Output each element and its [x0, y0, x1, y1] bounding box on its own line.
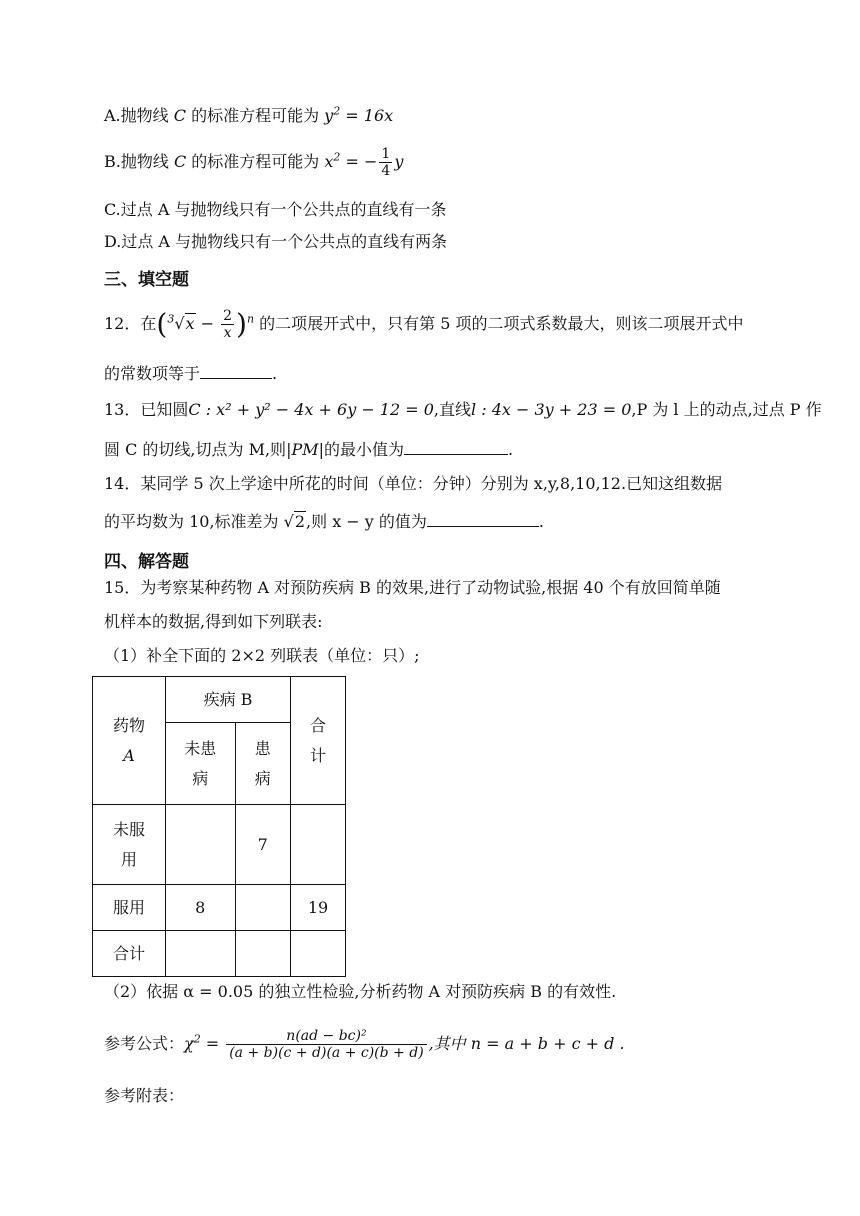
row-taken-label: 服用	[93, 885, 166, 931]
header-not-sick: 未患 病	[166, 723, 236, 805]
option-d: D.过点 A 与抛物线只有一个公共点的直线有两条	[104, 232, 448, 251]
header-disease: 疾病 B	[166, 677, 291, 723]
answer-blank-14[interactable]	[427, 508, 539, 527]
option-a-prefix: A.抛物线	[104, 106, 174, 125]
cell-taken-sick[interactable]	[235, 885, 290, 931]
cell-not-taken-total[interactable]	[291, 805, 346, 885]
var-c: C	[173, 106, 186, 125]
paren-right: )	[236, 307, 247, 341]
cube-root-x: $^3$√x	[167, 312, 195, 333]
row-not-taken-label: 未服 用	[93, 805, 166, 885]
q13-rest-2a: 圆 C 的切线,切点为 M,则	[104, 440, 287, 459]
q13-end: .	[508, 440, 514, 459]
var-y: y	[394, 152, 404, 171]
q12-exponent: n	[246, 312, 255, 326]
answer-blank-12[interactable]	[200, 360, 272, 379]
question-15-part-1: （1）补全下面的 2×2 列联表（单位：只）;	[104, 646, 420, 665]
q12-text-1: 的二项展开式中，只有第 5 项的二项式系数最大，则该二项展开式中	[259, 314, 744, 333]
row-total-label: 合计	[93, 931, 166, 977]
question-12-line-2	[104, 360, 277, 386]
cell-taken-not-sick: 8	[166, 885, 236, 931]
question-15-line-1: 15．为考察某种药物 A 对预防疾病 B 的效果,进行了动物试验,根据 40 个有放回简单随	[104, 578, 721, 597]
answer-blank-13[interactable]	[404, 436, 508, 455]
fraction-one-quarter: $\frac{1}{4}$	[381, 146, 391, 179]
option-b	[104, 146, 403, 179]
option-b-mid: 的标准方程可能为	[186, 152, 325, 171]
q12-fraction: $\frac{2}{x}$	[223, 308, 233, 341]
contingency-table	[92, 676, 346, 977]
cell-taken-total: 19	[291, 885, 346, 931]
option-b-prefix: B.抛物线	[104, 152, 174, 171]
q14-line-2a: 的平均数为 10,标准差为	[104, 512, 279, 531]
paren-left: (	[156, 307, 168, 341]
option-a-equation: $y^2 = 16x$	[324, 104, 394, 125]
header-drug: 药物 A	[93, 677, 166, 805]
question-14-line-2: 的平均数为 10,标准差为 √2,则 x − y 的值为 .	[104, 508, 544, 534]
cell-not-taken-not-sick[interactable]	[166, 805, 236, 885]
option-c: C.过点 A 与抛物线只有一个公共点的直线有一条	[104, 200, 447, 219]
q13-rest-2b: 的最小值为	[324, 440, 405, 459]
question-12-line-1: 12．在($^3$√x − $\frac{2}{x}$ )$^n$ 的二项展开式中，只有第 5 项的二项式系数最大，则该二项展开式中	[104, 307, 744, 341]
q13-number: 13．已知圆	[104, 400, 189, 419]
question-15-part-2: （2）依据 α = 0.05 的独立性检验,分析药物 A 对预防疾病 B 的有效性.	[104, 982, 617, 1001]
question-13-line-1	[104, 398, 822, 422]
q13-pm: |PM|	[286, 440, 324, 459]
chi-squared: $\chi^2$ =	[184, 1032, 225, 1053]
cell-total-sick[interactable]	[235, 931, 290, 977]
cell-total-not-sick[interactable]	[166, 931, 236, 977]
section-4-title: 四、解答题	[104, 552, 189, 572]
q12-end: .	[272, 364, 278, 383]
option-a-mid: 的标准方程可能为	[185, 106, 325, 125]
q12-text-2: 的常数项等于	[104, 364, 201, 383]
option-a	[104, 104, 393, 128]
formula-label: 参考公式：	[104, 1034, 185, 1053]
q12-number: 12．在	[104, 314, 157, 333]
header-total: 合 计	[291, 677, 346, 805]
question-13-line-2	[104, 436, 513, 462]
var-c: C	[173, 152, 187, 171]
reference-formula	[104, 1028, 625, 1061]
cell-total-total[interactable]	[291, 931, 346, 977]
formula-where: ,其中 n = a + b + c + d .	[428, 1034, 625, 1053]
question-15-line-2: 机样本的数据,得到如下列联表:	[104, 612, 323, 631]
q14-line-2b: ,则 x − y 的值为	[306, 512, 427, 531]
question-14-line-1: 14．某同学 5 次上学途中所花的时间（单位：分钟）分别为 x,y,8,10,12.已知这组数据	[104, 474, 723, 493]
q13-mid: ,直线	[433, 400, 472, 419]
header-sick: 患 病	[235, 723, 290, 805]
q13-line-eq: l : 4x − 3y + 23 = 0	[471, 400, 632, 419]
cell-not-taken-sick: 7	[235, 805, 290, 885]
q14-sqrt: 2	[294, 512, 306, 531]
section-3-title: 三、填空题	[104, 270, 189, 290]
reference-appendix: 参考附表：	[104, 1086, 185, 1105]
q14-end: .	[538, 512, 545, 531]
q13-circle-eq: C : x² + y² − 4x + 6y − 12 = 0	[188, 400, 434, 419]
q13-rest-1: ,P 为 l 上的动点,过点 P 作	[631, 400, 822, 419]
formula-fraction: $\frac{\text{n(ad − bc)²}}{(a + b)(c + d)(a + c)(b + d)}$	[226, 1028, 426, 1061]
option-b-equation: $x^2$ = −	[324, 150, 378, 171]
